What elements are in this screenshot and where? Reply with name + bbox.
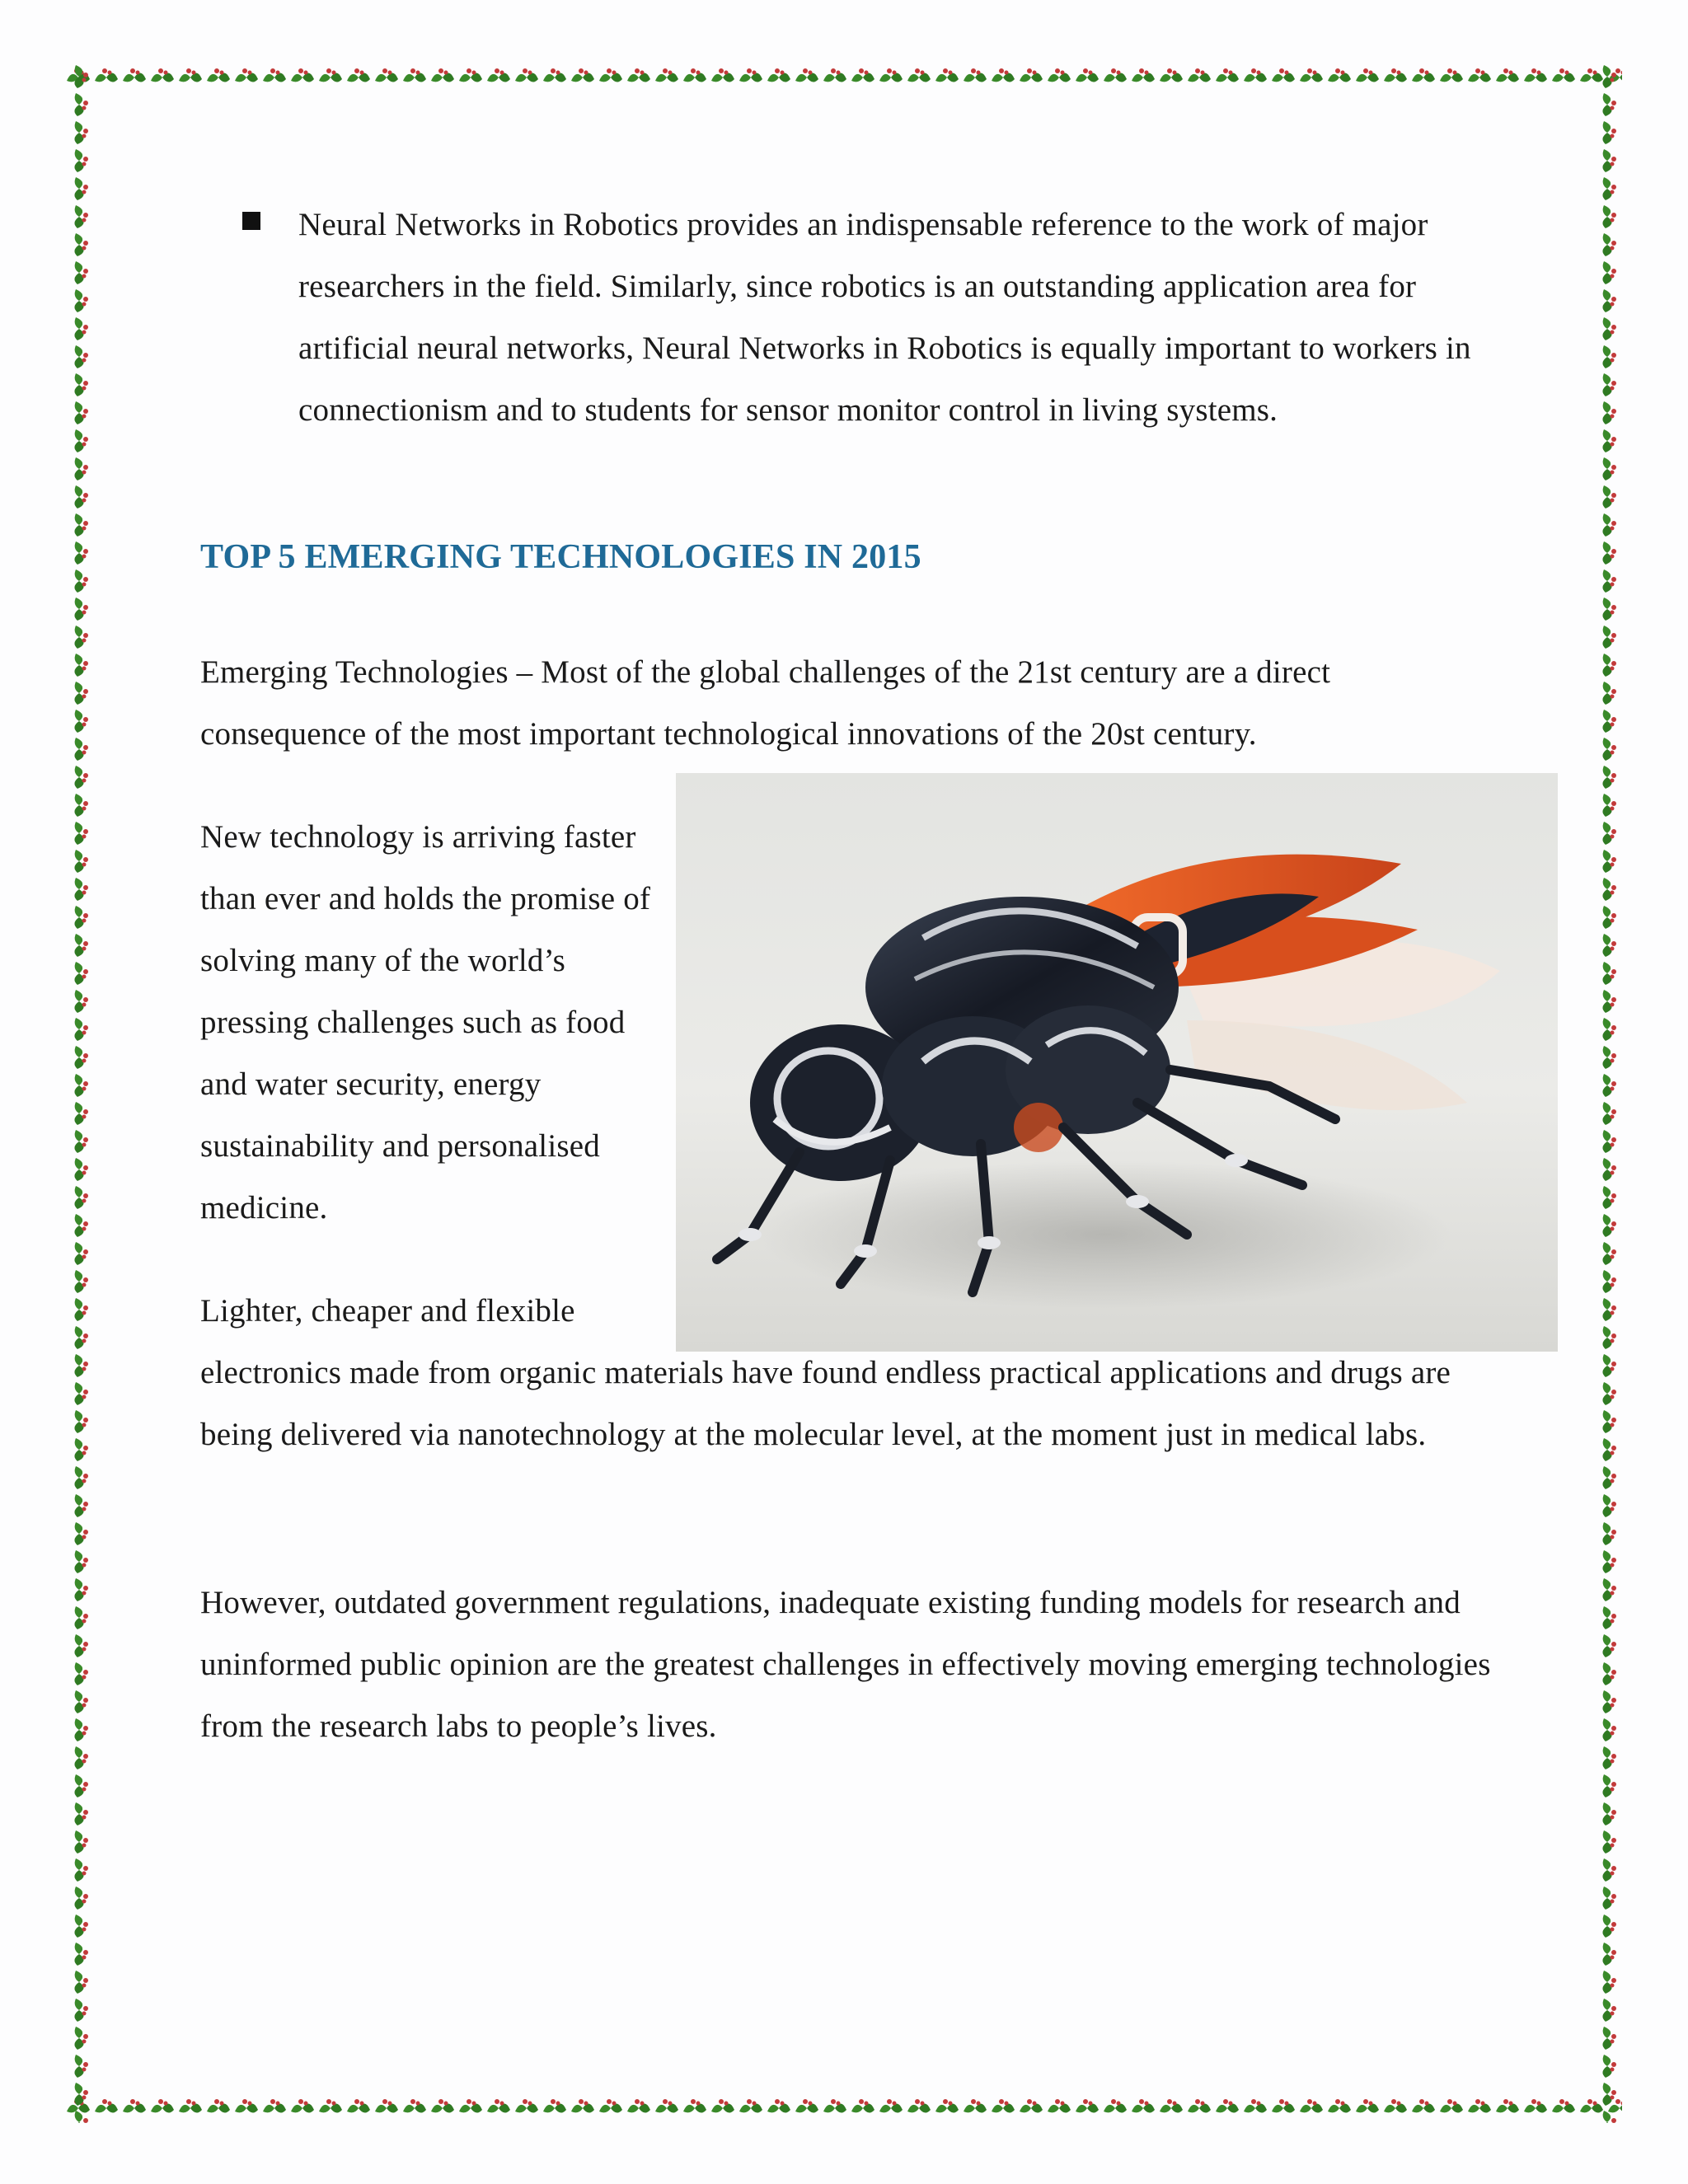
paragraph-lighter-start: Lighter, cheaper and flexible bbox=[200, 1293, 575, 1329]
bullet-text: Neural Networks in Robotics provides an indispensable reference to the work of major researchers in the field. Similarly, since robotics is an outstanding application area for artificial neural networks, Neural Networks in Robotics is equally important to workers in connectionism and to students for sensor monitor control in living systems. bbox=[298, 207, 1471, 428]
paragraph-new-technology: New technology is arriving faster than ever and holds the promise of solving many of the world’s pressing challenges such as food and water security, energy sustainability and personalised medicine. bbox=[200, 819, 651, 1226]
holly-border-left bbox=[64, 63, 94, 2123]
robot-bee-image bbox=[676, 773, 1558, 1352]
holly-border-right bbox=[1592, 63, 1622, 2123]
bullet-item bbox=[247, 194, 1492, 441]
holly-border-bottom bbox=[64, 2093, 1622, 2123]
paragraph-however: However, outdated government regulations, inadequate existing funding models for research and uninformed public opinion are the greatest challenges in effectively moving emerging technologies from the research labs to people’s lives. bbox=[200, 1585, 1491, 1744]
section-heading: TOP 5 EMERGING TECHNOLOGIES IN 2015 bbox=[200, 538, 921, 576]
paragraph-intro: Emerging Technologies – Most of the global challenges of the 21st century are a direct consequence of the most important technological innovations of the 20st century. bbox=[200, 654, 1331, 752]
square-bullet-icon bbox=[242, 212, 260, 230]
paragraph-lighter-rest: electronics made from organic materials have found endless practical applications and drugs are being delivered via nanotechnology at the molecular level, at the moment just in medical labs. bbox=[200, 1355, 1451, 1452]
holly-border-top bbox=[64, 63, 1622, 92]
